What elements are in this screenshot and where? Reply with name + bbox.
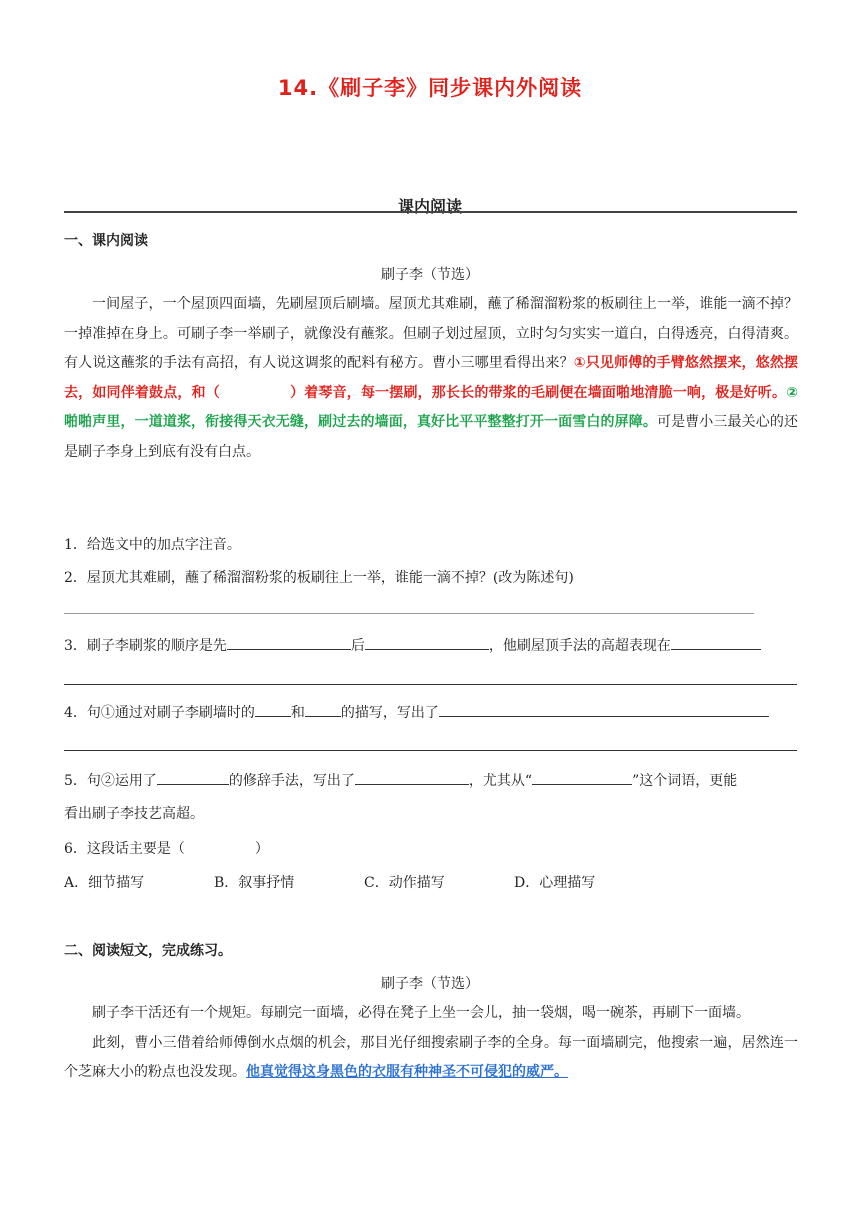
question-5-line2: 看出刷子李技艺高超。 <box>64 806 204 822</box>
passage1-text-end: 可是曹小三最关心的还是刷子李身上到底有没有白点。 <box>64 414 799 460</box>
question-3 <box>64 635 761 655</box>
q5-text-d: ”这个词语，更能 <box>632 773 738 789</box>
q5-text-a: 5．句②运用了 <box>64 773 157 789</box>
sentence2-green: ②啪啪声里，一道道浆，衔接得天衣无缝，刷过去的墙面，真好比平平整整打开一面雪白的屏障。 <box>64 384 798 430</box>
question-4 <box>64 702 769 722</box>
passage1-text: 一间屋子，一个屋顶四面墙，先刷屋顶后刷墙。屋顶尤其难刷，蘸了稀溜溜粉浆的板刷往上一举，谁能一滴不掉？一掉准掉在身上。可刷子李一举刷子，就像没有蘸浆。但刷子划过屋顶，立时匀匀实实一道白，白得透亮，白得清爽。有人说这蘸浆的手法有高招，有人说这调浆的配料有秘方。曹小三哪里看得出来？ <box>64 296 798 371</box>
q3-blank-3[interactable] <box>671 635 761 650</box>
option-a[interactable]: A．细节描写 <box>64 875 145 891</box>
section-heading: 课内阅读 <box>397 197 462 216</box>
q4-blank-3[interactable] <box>439 702 769 717</box>
answer-line-q2[interactable] <box>64 613 754 614</box>
page-title: 14.《刷子李》同步课内外阅读 <box>277 76 583 100</box>
option-b[interactable]: B．叙事抒情 <box>214 875 295 891</box>
part1-heading: 一、课内阅读 <box>64 233 148 249</box>
passage1-title: 刷子李（节选） <box>381 267 479 283</box>
passage2-para2 <box>64 1029 798 1088</box>
sentence1-part-a: ①只见师傅的手臂悠然摆来，悠然摆去，如同伴着鼓点，和（ <box>64 355 798 401</box>
option-d[interactable]: D．心理描写 <box>514 875 596 891</box>
question-5 <box>64 770 737 790</box>
passage2-body <box>64 999 798 1088</box>
q5-blank-1[interactable] <box>157 770 229 785</box>
passage2-highlight: 他真觉得这身黑色的衣服有种神圣不可侵犯的威严。 <box>246 1064 568 1080</box>
passage2-para1: 刷子李干活还有一个规矩。每刷完一面墙，必得在凳子上坐一会儿，抽一袋烟，喝一碗茶，再刷下一面墙。 <box>92 1005 750 1021</box>
q5-blank-2[interactable] <box>355 770 469 785</box>
answer-line-q3[interactable] <box>64 684 797 685</box>
q5-blank-3[interactable] <box>532 770 632 785</box>
sentence1-part-b: ）着琴音，每一摆刷，那长长的带浆的毛刷便在墙面啪地清脆一响，极是好听。 <box>289 384 787 401</box>
q5-text-c: ，尤其从“ <box>468 773 533 789</box>
q4-blank-1[interactable] <box>255 702 291 717</box>
q3-text-b: 后 <box>350 638 365 654</box>
q4-text-a: 4．句①通过对刷子李刷墙时的 <box>64 705 255 721</box>
q3-blank-2[interactable] <box>365 635 489 650</box>
q3-blank-1[interactable] <box>227 635 351 650</box>
question-6: 6．这段话主要是（ ） <box>64 841 269 857</box>
q4-text-b: 和 <box>290 705 305 721</box>
q3-text-a: 3．刷子李刷浆的顺序是先 <box>64 638 227 654</box>
passage2-text: 此刻，曹小三借着给师傅倒水点烟的机会，那目光仔细搜索刷子李的全身。每一面墙刷完，他搜索一遍，居然连一个芝麻大小的粉点也没发现。 <box>64 1034 798 1080</box>
question-1: 1．给选文中的加点字注音。 <box>64 537 241 553</box>
q4-text-c: 的描写，写出了 <box>340 705 439 721</box>
passage2-title: 刷子李（节选） <box>381 976 479 992</box>
answer-line-q4[interactable] <box>64 750 797 751</box>
q3-text-c: ，他刷屋顶手法的高超表现在 <box>488 638 671 654</box>
part2-heading: 二、阅读短文，完成练习。 <box>64 943 232 959</box>
option-c[interactable]: C．动作描写 <box>364 875 445 891</box>
question-2: 2．屋顶尤其难刷，蘸了稀溜溜粉浆的板刷往上一举，谁能一滴不掉？(改为陈述句) <box>64 570 574 586</box>
question-6-options <box>64 872 595 892</box>
section-divider <box>64 211 797 213</box>
q4-blank-2[interactable] <box>305 702 341 717</box>
q5-text-b: 的修辞手法，写出了 <box>228 773 355 789</box>
passage1-body <box>64 290 798 467</box>
